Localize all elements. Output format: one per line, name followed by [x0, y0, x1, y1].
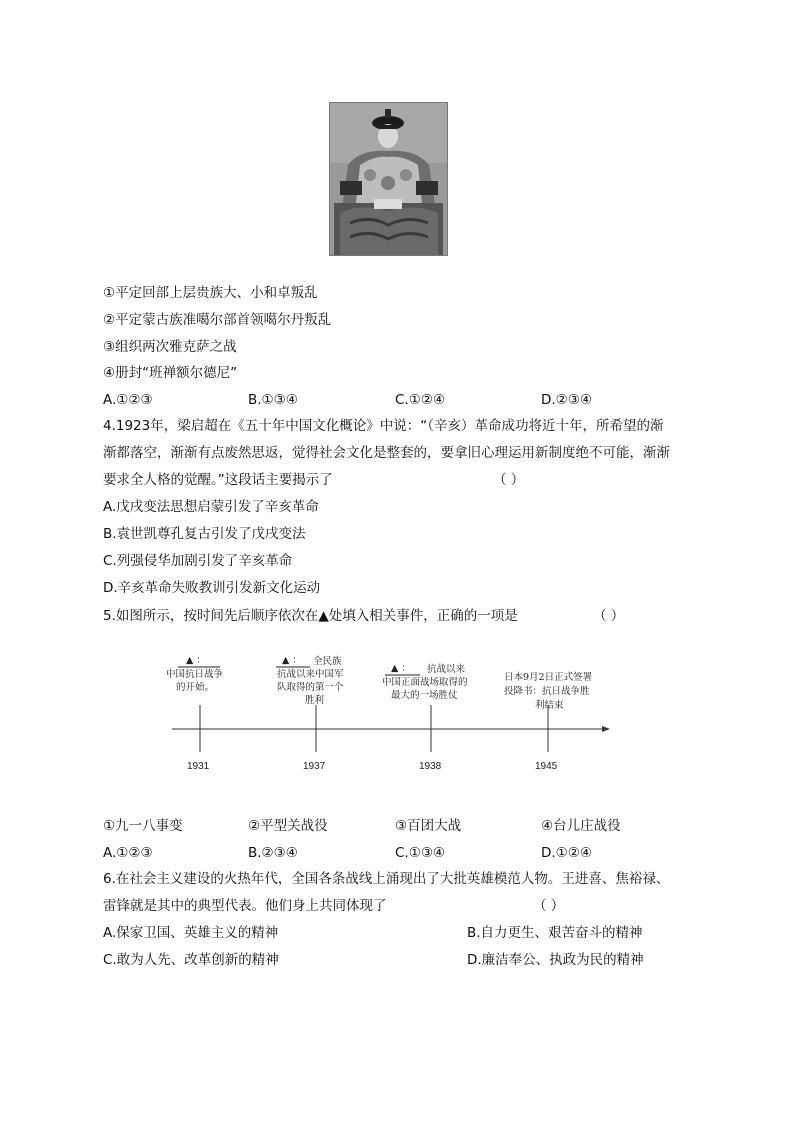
timeline-marker-1937: ▲ ：: [282, 655, 302, 666]
q5-stem: 5.如图所示，按时间先后顺序依次在▲处填入相关事件，正确的一项是: [103, 608, 518, 624]
timeline-text-1945-line-3: 利结束: [535, 700, 564, 711]
timeline-text-1931-line-1: 中国抗日战争: [166, 669, 224, 680]
timeline-year-1937: 1937: [303, 761, 326, 772]
q4-option-a[interactable]: A.戊戌变法思想启蒙引发了辛亥革命: [103, 499, 319, 515]
q5-option-b[interactable]: B.②③④: [248, 845, 298, 861]
q6-answer-bracket[interactable]: （ ）: [533, 898, 565, 914]
timeline-arrow-icon: [602, 726, 610, 732]
timeline-text-1938-line-2: 最大的一场胜仗: [391, 690, 458, 701]
q3-option-b[interactable]: B.①③④: [248, 392, 298, 408]
q6-option-d[interactable]: D.廉洁奉公、执政为民的精神: [467, 952, 644, 968]
q3-item-2: ②平定蒙古族准噶尔部首领噶尔丹叛乱: [103, 312, 332, 328]
q5-item-4: ④台儿庄战役: [541, 818, 621, 834]
timeline-year-1945: 1945: [535, 761, 558, 772]
q4-stem-line-1: 4.1923年，梁启超在《五十年中国文化概论》中说：“（辛亥）革命成功将近十年，所希望的渐: [103, 418, 664, 434]
q4-stem-line-3: 要求全人格的觉醒。”这段话主要揭示了: [103, 472, 333, 488]
q5-item-3: ③百团大战: [395, 818, 462, 834]
q3-option-a[interactable]: A.①②③: [103, 392, 153, 408]
q5-item-2: ②平型关战役: [248, 818, 328, 834]
q4-answer-bracket[interactable]: （ ）: [493, 472, 525, 488]
q3-item-4: ④册封“班禅额尔德尼”: [103, 365, 238, 381]
timeline-marker-1938: ▲ ：: [391, 663, 411, 674]
timeline-text-1937-first: 全民族: [313, 656, 342, 667]
q5-option-d[interactable]: D.①②④: [541, 845, 592, 861]
timeline-marker-1931: ▲ ：: [186, 655, 206, 666]
q4-option-c[interactable]: C.列强侵华加剧引发了辛亥革命: [103, 553, 293, 569]
q3-item-1: ①平定回部上层贵族大、小和卓叛乱: [103, 285, 318, 301]
timeline-year-1931: 1931: [187, 761, 210, 772]
timeline-text-1931-line-2: 的开始。: [176, 682, 215, 693]
timeline-year-1938: 1938: [419, 761, 442, 772]
timeline-text-1945-line-2: 投降书：抗日战争胜: [504, 686, 590, 697]
q5-answer-bracket[interactable]: （ ）: [593, 608, 625, 624]
timeline-text-1937-line-2: 队取得的第一个: [277, 682, 344, 693]
q6-option-c[interactable]: C.敢为人先、改革创新的精神: [103, 952, 279, 968]
q6-stem-line-2: 雷锋就是其中的典型代表。他们身上共同体现了: [103, 898, 387, 914]
q6-stem-line-1: 6.在社会主义建设的火热年代，全国各条战线上涌现出了大批英雄模范人物。王进喜、焦裕禄、: [103, 871, 670, 887]
q3-option-d[interactable]: D.②③④: [541, 392, 592, 408]
q6-option-a[interactable]: A.保家卫国、英雄主义的精神: [103, 925, 279, 941]
timeline-text-1937-line-1: 抗战以来中国军: [277, 669, 344, 680]
q5-item-1: ①九一八事变: [103, 818, 183, 834]
q4-stem-line-2: 渐都落空，渐渐有点废然思返，觉得社会文化是整套的，要拿旧心理运用新制度绝不可能，渐渐: [103, 445, 670, 461]
timeline-text-1937-line-3: 胜利: [305, 695, 325, 706]
q5-option-a[interactable]: A.①②③: [103, 845, 153, 861]
q3-option-c[interactable]: C.①②④: [395, 392, 446, 408]
timeline-text-1938-line-1: 中国正面战场取得的: [382, 677, 468, 688]
q3-item-3: ③组织两次雅克萨之战: [103, 339, 237, 355]
q4-option-d[interactable]: D.辛亥革命失败教训引发新文化运动: [103, 580, 321, 596]
timeline-text-1938-first: 抗战以来: [427, 664, 466, 675]
q5-option-c[interactable]: C.①③④: [395, 845, 446, 861]
q6-option-b[interactable]: B.自力更生、艰苦奋斗的精神: [467, 925, 643, 941]
timeline-text-1945-line-1: 日本9月2日正式签署: [504, 672, 593, 683]
q4-option-b[interactable]: B.袁世凯尊孔复古引发了戊戌变法: [103, 526, 306, 542]
